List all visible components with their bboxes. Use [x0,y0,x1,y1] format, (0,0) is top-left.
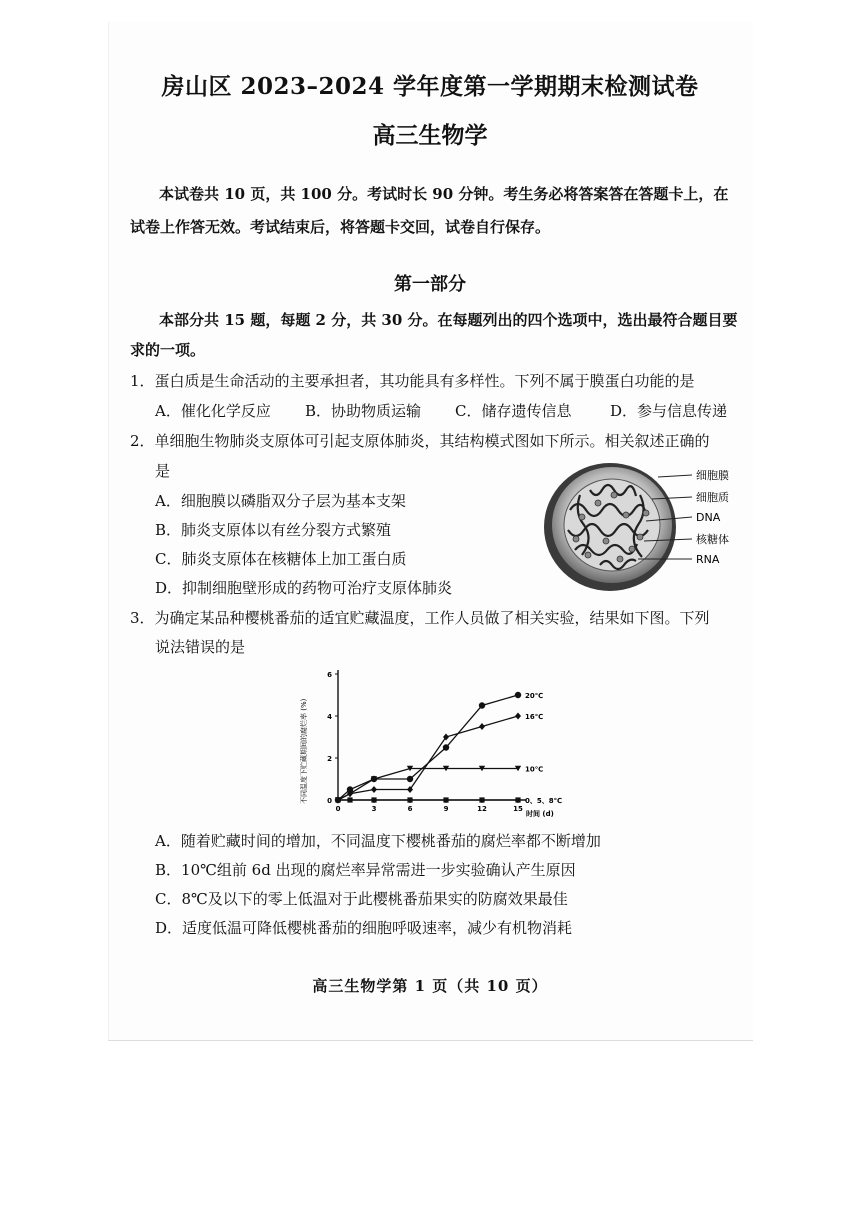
q1-option-a: A．催化化学反应 [155,402,271,420]
data-point [407,797,412,802]
q1-option-c: C．储存遗传信息 [455,402,572,420]
x-tick-label: 9 [443,805,449,813]
series-line-1 [338,716,518,800]
series-label: 20℃ [525,692,544,700]
q2-option-c: C．肺炎支原体在核糖体上加工蛋白质 [155,550,407,568]
q1-option-b: B．协助物质运输 [305,402,422,420]
label-rna: RNA [696,553,720,566]
series-label: 16℃ [525,713,544,721]
q3-option-d: D．适度低温可降低樱桃番茄的细胞呼吸速率，减少有机物消耗 [155,919,573,937]
data-point [371,797,376,802]
x-tick-label: 12 [477,805,487,813]
chart-axes [327,670,526,813]
data-point [479,723,485,730]
part-title: 第一部分 [394,274,466,295]
series-line-2 [338,769,518,801]
q3-option-b: B．10℃组前 6d 出现的腐烂率异常需进一步实验确认产生原因 [155,861,576,879]
data-point [443,797,448,802]
q3-option-c: C．8℃及以下的零上低温对于此樱桃番茄果实的防腐效果最佳 [155,890,568,908]
page-footer: 高三生物学第 1 页（共 10 页） [312,977,548,995]
label-cytoplasm: 细胞质 [696,491,729,504]
y-tick-label: 0 [327,797,332,805]
label-ribosome: 核糖体 [696,533,729,546]
q1-option-d: D．参与信息传递 [610,402,728,420]
exam-subject: 高三生物学 [372,122,488,149]
data-point [407,776,413,782]
data-point [347,797,352,802]
data-point [443,744,449,750]
chart-marks [335,692,562,805]
data-point [515,692,521,698]
q3-stem-line1: 3．为确定某品种樱桃番茄的适宜贮藏温度，工作人员做了相关实验，结果如下图。下列 [130,609,710,627]
q2-option-d: D．抑制细胞壁形成的药物可治疗支原体肺炎 [155,579,453,597]
x-tick-label: 6 [407,805,413,813]
x-tick-label: 15 [513,805,523,813]
data-point [371,786,377,793]
series-label: 10℃ [525,765,544,774]
y-tick-label: 2 [327,755,332,763]
chart-xlabel: 时间 (d) [526,810,554,818]
q2-stem-line2: 是 [155,462,171,480]
cell-body [544,463,676,591]
q2-option-b: B．肺炎支原体以有丝分裂方式繁殖 [155,521,392,539]
q2-option-a: A．细胞膜以磷脂双分子层为基本支架 [155,492,406,510]
rot-rate-chart [300,664,590,824]
exam-title: 房山区 2023–2024 学年度第一学期期末检测试卷 [161,73,699,100]
q2-stem-line1: 2．单细胞生物肺炎支原体可引起支原体肺炎，其结构模式图如下所示。相关叙述正确的 [130,432,710,450]
data-point [479,797,484,802]
q3-stem-line2: 说法错误的是 [155,638,246,656]
data-point [515,797,520,802]
label-dna: DNA [696,511,721,524]
data-point [515,713,521,720]
x-tick-label: 0 [335,805,341,813]
x-tick-label: 3 [371,805,377,813]
y-tick-label: 4 [327,713,332,721]
y-tick-label: 6 [327,671,332,679]
data-point [479,702,485,708]
label-cell-membrane: 细胞膜 [696,469,729,482]
data-point [335,797,340,802]
mycoplasma-structure-figure [540,455,760,595]
q3-option-a: A．随着贮藏时间的增加，不同温度下樱桃番茄的腐烂率都不断增加 [155,832,601,850]
chart-ylabel: 不同温度下贮藏期间的腐烂率 (%) [300,698,308,804]
part-description: 本部分共 15 题，每题 2 分，共 30 分。在每题列出的四个选项中，选出最符合题目要求的一项。 [130,311,738,359]
exam-notice: 本试卷共 10 页，共 100 分。考试时长 90 分钟。考生务必将答案答在答题卡上，在试卷上作答无效。考试结束后，将答题卡交回，试卷自行保存。 [130,185,729,236]
series-label: 0、5、8℃ [525,797,563,805]
q1-stem: 1．蛋白质是生命活动的主要承担者，其功能具有多样性。下列不属于膜蛋白功能的是 [130,372,695,390]
